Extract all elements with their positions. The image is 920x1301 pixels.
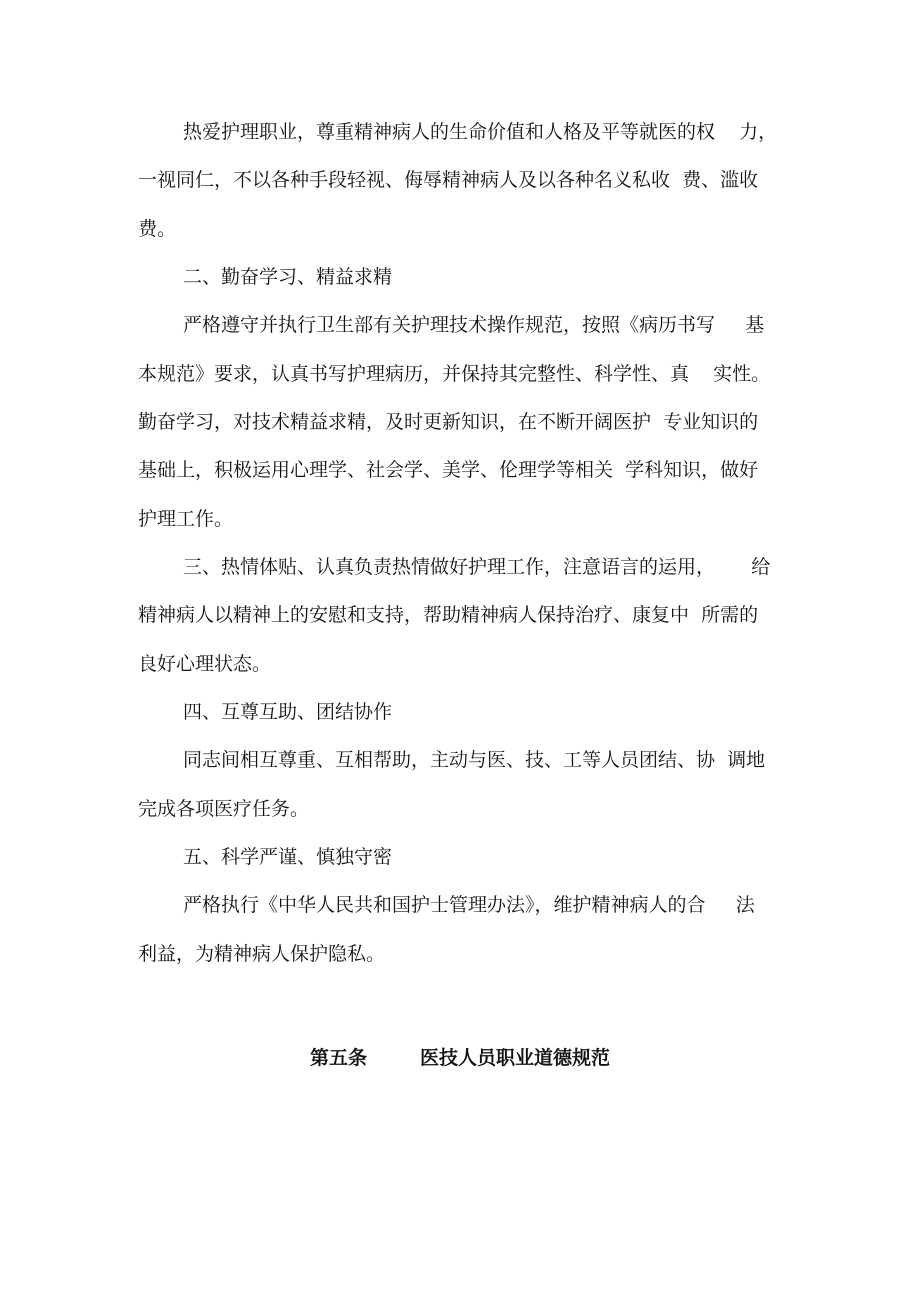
paragraph-line: 勤奋学习，对技术精益求精，及时更新知识，在不断开阔医护 专业知识的 [138, 411, 759, 433]
paragraph-line: 基础上，积极运用心理学、社会学、美学、伦理学等相关 学科知识，做好 [138, 459, 759, 481]
paragraph-line: 一视同仁，不以各种手段轻视、侮辱精神病人及以各种名义私收 费、滥收 [138, 169, 759, 191]
section-heading-5: 五、科学严谨、慎独守密 [183, 846, 393, 868]
section-heading-3: 三、热情体贴、认真负责热情做好护理工作，注意语言的运用， 给 [183, 556, 771, 578]
paragraph-line: 同志间相互尊重、互相帮助，主动与医、技、工等人员团结、协 调地 [183, 749, 766, 771]
paragraph-line: 完成各项医疗任务。 [138, 798, 310, 820]
paragraph-line: 利益，为精神病人保护隐私。 [138, 943, 386, 965]
paragraph-line: 热爱护理职业，尊重精神病人的生命价值和人格及平等就医的权 力， [183, 121, 778, 143]
paragraph-line: 精神病人以精神上的安慰和支持，帮助精神病人保持治疗、康复中 所需的 [138, 604, 759, 626]
paragraph-line: 护理工作。 [138, 508, 234, 530]
section-heading-4: 四、互尊互助、团结协作 [183, 701, 393, 723]
section-heading-2: 二、勤奋学习、精益求精 [183, 266, 393, 288]
article-title: 第五条 医技人员职业道德规范 [310, 1047, 610, 1069]
paragraph-line: 本规范》要求，认真书写护理病历，并保持其完整性、科学性、真 实性。 [138, 363, 771, 385]
paragraph-line: 严格遵守并执行卫生部有关护理技术操作规范，按照《病历书写 基 [183, 314, 765, 336]
paragraph-line: 良好心理状态。 [138, 653, 272, 675]
paragraph-line: 严格执行《中华人民共和国护士管理办法》，维护精神病人的合 法 [183, 894, 755, 916]
paragraph-line: 费。 [138, 218, 177, 240]
